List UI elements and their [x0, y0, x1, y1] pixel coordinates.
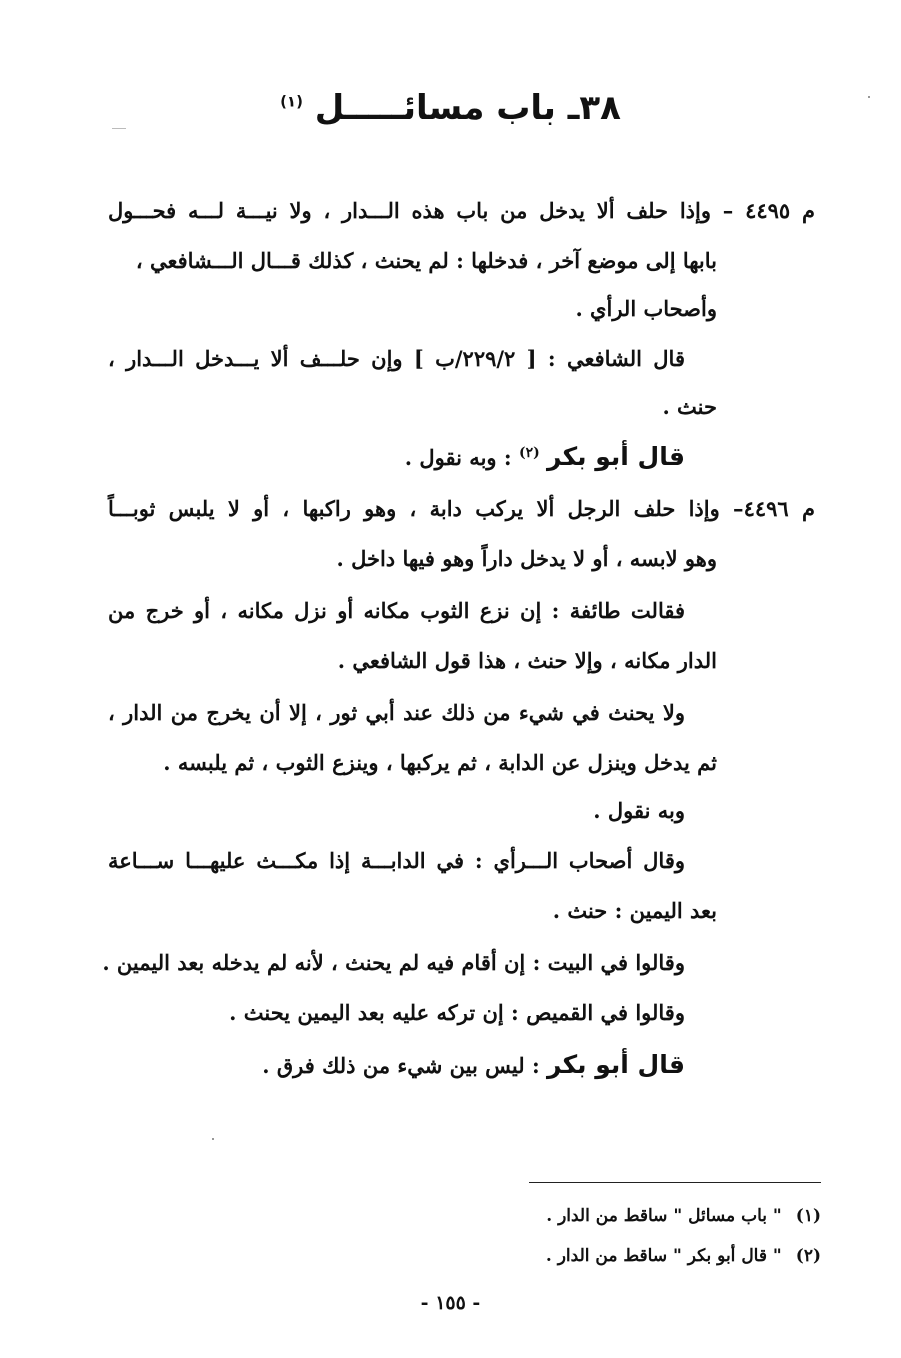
text-line: ولا يحنث في شيء من ذلك عند أبي ثور ، إلا أن يخرج من الدار ، [108, 700, 685, 725]
text-line: فقالت طائفة : إن نزع الثوب مكانه أو نزل مكانه ، أو خرج من [108, 598, 685, 623]
text-line: م ٤٤٩٦– وإذا حلف الرجل ألا يركب دابة ، وهو راكبها ، أو لا يلبس ثوبـــاً [108, 496, 815, 521]
text-line: بعد اليمين : حنث . [552, 898, 717, 923]
text-line: وقالوا في البيت : إن أقام فيه لم يحنث ، لأنه لم يدخله بعد اليمين . [102, 950, 685, 975]
scan-speck [112, 128, 126, 129]
text-line-with-heading [405, 442, 685, 471]
chapter-title [0, 88, 901, 128]
text-line: وهو لابسه ، أو لا يدخل داراً وهو فيها داخل . [336, 546, 717, 571]
text-line: حنث . [662, 394, 717, 419]
footnote [546, 1246, 821, 1266]
text-line: وبه نقول . [593, 798, 685, 823]
footnote [546, 1206, 821, 1226]
text-line-with-heading [262, 1050, 685, 1079]
footnote-ref: (٢) [518, 445, 540, 461]
text-line: وقال أصحاب الـــرأي : في الدابـــة إذا مكـــث عليهـــا ســـاعة [108, 848, 685, 873]
footnote-text: " باب مسائل " ساقط من الدار . [546, 1206, 782, 1226]
abu-bakr-heading: قال أبو بكر [547, 442, 685, 471]
text-line: وقالوا في القميص : إن تركه عليه بعد اليمين يحنث . [229, 1000, 685, 1025]
scan-speck [212, 1138, 214, 1140]
text-line: ثم يدخل وينزل عن الدابة ، ثم يركبها ، وينزع الثوب ، ثم يلبسه . [163, 750, 717, 775]
footnote-mark: (٢) [795, 1246, 821, 1266]
text-fragment: : وبه نقول . [404, 445, 519, 470]
text-line: م ٤٤٩٥ – وإذا حلف ألا يدخل من باب هذه الـــدار ، ولا نيـــة لـــه فحـــول [108, 198, 815, 223]
scan-speck [868, 96, 870, 98]
text-fragment: : ليس بين شيء من ذلك فرق . [262, 1053, 548, 1078]
chapter-title-footnote-ref: (١) [280, 92, 303, 111]
text-line: وأصحاب الرأي . [575, 296, 717, 321]
abu-bakr-heading: قال أبو بكر [547, 1050, 685, 1079]
footnote-text: " قال أبو بكر " ساقط من الدار . [545, 1246, 782, 1266]
footnote-separator [529, 1182, 821, 1183]
chapter-title-text: ٣٨ـ باب مسائـــــل [314, 88, 621, 128]
text-line: قال الشافعي : [ ٢٢٩/٢/ب ] وإن حلـــف ألا يـــدخل الـــدار ، [108, 346, 685, 371]
footnote-mark: (١) [795, 1206, 821, 1226]
text-line: الدار مكانه ، وإلا حنث ، هذا قول الشافعي . [337, 648, 717, 673]
page-number: - ١٥٥ - [420, 1292, 481, 1314]
text-line: بابها إلى موضع آخر ، فدخلها : لم يحنث ، كذلك قـــال الـــشافعي ، [135, 248, 717, 273]
